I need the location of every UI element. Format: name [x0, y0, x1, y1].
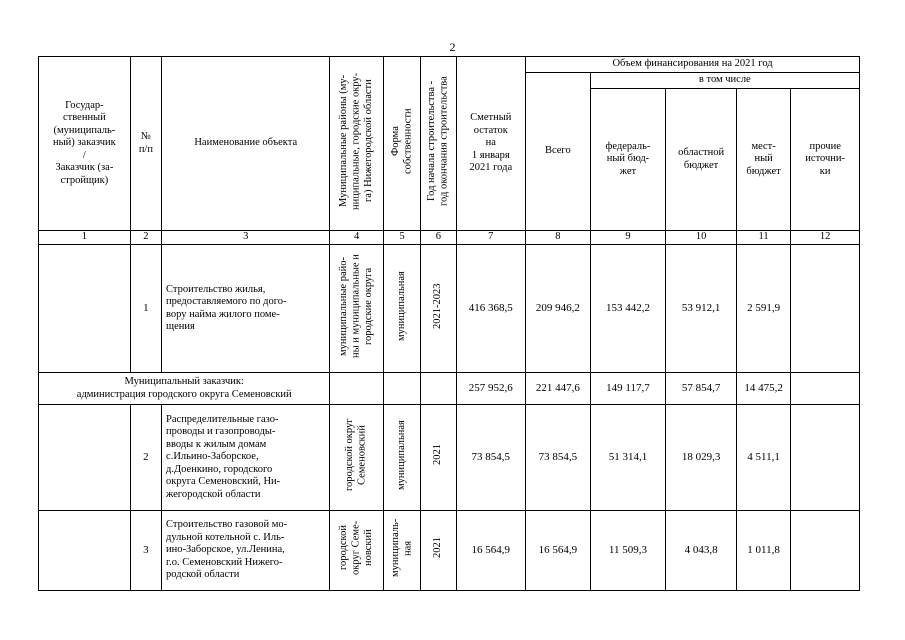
table-row: [39, 405, 860, 511]
column-number: 9: [590, 231, 666, 245]
column-number: 10: [666, 231, 737, 245]
header-total: Всего: [526, 73, 591, 231]
header-including: в том числе: [590, 73, 859, 89]
group-federal: 149 117,7: [590, 373, 666, 405]
column-numbers-row: [39, 231, 860, 245]
header-balance: Сметный остаток на 1 января 2021 года: [456, 57, 526, 231]
row-customer: [39, 405, 131, 511]
financing-table: [38, 56, 860, 591]
row-balance: 73 854,5: [456, 405, 526, 511]
table-row: [39, 511, 860, 591]
row-object: Распределительные газо- проводы и газопроводы- вводы к жилым домам с.Ильино-Заборское, д.Доенкино, городского округа Семеновский, Ни- жегородской области: [162, 405, 330, 511]
column-number: 4: [330, 231, 383, 245]
row-local: 2 591,9: [736, 245, 790, 373]
column-number: 1: [39, 231, 131, 245]
row-total: 16 564,9: [526, 511, 591, 591]
row-regional: 18 029,3: [666, 405, 737, 511]
row-customer: [39, 511, 131, 591]
column-number: 6: [421, 231, 456, 245]
header-customer: Государ- ственный (муниципаль- ный) заказчик / Заказчик (за- стройщик): [39, 57, 131, 231]
row-other: [791, 405, 860, 511]
row-district: городской округ Семеновский: [330, 405, 383, 511]
row-total: 209 946,2: [526, 245, 591, 373]
row-balance: 16 564,9: [456, 511, 526, 591]
row-district: городской округ Семе- новский: [330, 511, 383, 591]
group-district: [330, 373, 383, 405]
row-num: 1: [130, 245, 161, 373]
row-ownership: муниципальная: [383, 405, 420, 511]
row-object: Строительство жилья, предоставляемого по дого- вору найма жилого поме- щения: [162, 245, 330, 373]
table-row: [39, 245, 860, 373]
row-total: 73 854,5: [526, 405, 591, 511]
row-num: 2: [130, 405, 161, 511]
column-number: 8: [526, 231, 591, 245]
header-years: Год начала строительства - год окончания строительства: [421, 57, 456, 231]
row-local: 1 011,8: [736, 511, 790, 591]
column-number: 7: [456, 231, 526, 245]
row-customer: [39, 245, 131, 373]
row-other: [791, 245, 860, 373]
column-number: 2: [130, 231, 161, 245]
group-row: [39, 373, 860, 405]
row-years: 2021: [421, 405, 456, 511]
group-regional: 57 854,7: [666, 373, 737, 405]
group-label: Муниципальный заказчик: администрация городского округа Семеновский: [39, 373, 330, 405]
row-years: 2021-2023: [421, 245, 456, 373]
row-federal: 51 314,1: [590, 405, 666, 511]
row-federal: 11 509,3: [590, 511, 666, 591]
row-object: Строительство газовой мо- дульной котельной с. Иль- ино-Заборское, ул.Ленина, г.о. Семеновский Нижего- родской области: [162, 511, 330, 591]
header-districts: Муниципальные районы (му- ниципальные, городские окру- га) Нижегородской области: [330, 57, 383, 231]
header-ownership: Форма собственности: [383, 57, 420, 231]
row-federal: 153 442,2: [590, 245, 666, 373]
row-other: [791, 511, 860, 591]
column-number: 12: [791, 231, 860, 245]
group-local: 14 475,2: [736, 373, 790, 405]
header-num: № п/п: [130, 57, 161, 231]
header-local: мест- ный бюджет: [736, 89, 790, 231]
header-other: прочие источни- ки: [791, 89, 860, 231]
group-ownership: [383, 373, 420, 405]
row-local: 4 511,1: [736, 405, 790, 511]
group-years: [421, 373, 456, 405]
group-other: [791, 373, 860, 405]
page-number: 2: [449, 40, 456, 54]
row-num: 3: [130, 511, 161, 591]
row-ownership: муниципаль- ная: [383, 511, 420, 591]
row-regional: 4 043,8: [666, 511, 737, 591]
row-regional: 53 912,1: [666, 245, 737, 373]
column-number: 11: [736, 231, 790, 245]
header-object: Наименование объекта: [162, 57, 330, 231]
column-number: 3: [162, 231, 330, 245]
header-financing: Объем финансирования на 2021 год: [526, 57, 860, 73]
header-federal: федераль- ный бюд- жет: [590, 89, 666, 231]
group-balance: 257 952,6: [456, 373, 526, 405]
header-regional: областной бюджет: [666, 89, 737, 231]
row-ownership: муниципальная: [383, 245, 420, 373]
row-district: муниципальные райо- ны и муниципальные и городские округа: [330, 245, 383, 373]
column-number: 5: [383, 231, 420, 245]
row-years: 2021: [421, 511, 456, 591]
row-balance: 416 368,5: [456, 245, 526, 373]
group-total: 221 447,6: [526, 373, 591, 405]
